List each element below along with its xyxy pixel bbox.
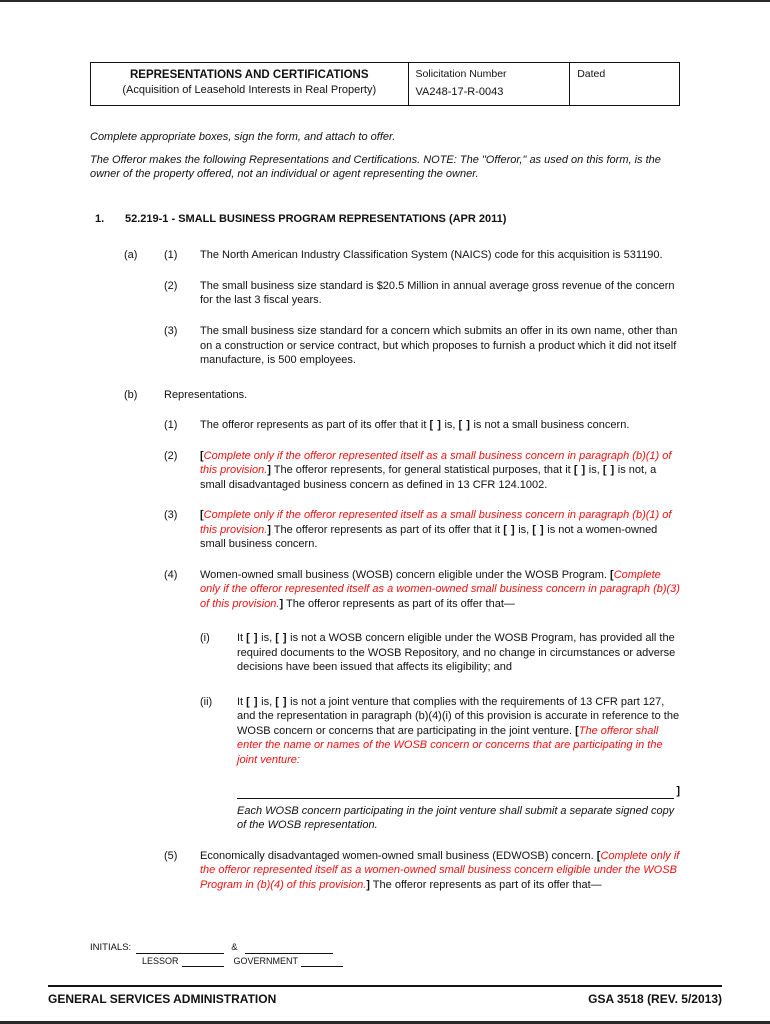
- text-run: The offeror represents as part of its offer that it: [270, 523, 504, 536]
- text-run: The offeror represents as part of its offer that it: [200, 419, 430, 432]
- joint-venture-names-line[interactable]: [237, 787, 674, 799]
- text-run: Complete only if the offeror represented itself as a small business concern in paragraph (b)(1) of this provision.: [200, 449, 672, 477]
- paragraph-text-b4ii: [237, 695, 680, 833]
- text-run: is,: [441, 419, 459, 432]
- text-run: ]: [267, 523, 271, 536]
- header-title-cell: [91, 63, 409, 105]
- wosb-joint-venture-note: Each WOSB concern participating in the joint venture shall submit a separate signed copy of the WOSB representation.: [237, 804, 675, 832]
- dated-label: Dated: [577, 68, 606, 80]
- paragraph-label-a3: (3): [164, 324, 178, 337]
- ampersand: &: [231, 941, 238, 953]
- form-paragraph-a2: [164, 279, 680, 308]
- paragraph-text-b3: [200, 508, 680, 552]
- text-run: ]: [279, 597, 284, 610]
- paragraph-text-b4: [200, 568, 680, 612]
- text-run: is not a joint venture that complies with the requirements of 13 CFR part 127, and the representation in paragraph (b)(4)(i) of this provision is accurate in reference to the WOSB concern or concerns that are participating in the joint venture.: [237, 695, 680, 737]
- text-run: is,: [515, 523, 533, 536]
- lessor-label-line: [182, 958, 224, 967]
- text-run: It: [237, 632, 247, 645]
- paragraph-label-a: (a): [124, 249, 138, 262]
- paragraph-label-b2: (2): [164, 449, 178, 462]
- text-run: The offeror shall enter the name or names of the WOSB concern or concerns that are participating in the joint venture:: [237, 724, 663, 766]
- paragraph-label-b5: (5): [164, 849, 178, 862]
- paragraph-text-b5: [200, 849, 680, 893]
- form-paragraph-b: [124, 388, 680, 403]
- government-label-line: [301, 958, 343, 967]
- paragraph-text-a1: [200, 248, 680, 263]
- text-run: It: [237, 695, 247, 708]
- paragraph-text-b2: [200, 449, 680, 493]
- checkbox-brackets[interactable]: [ ]: [458, 419, 471, 432]
- initials-block: [90, 942, 353, 968]
- initials-row: [90, 942, 353, 955]
- instruction-text: Complete appropriate boxes, sign the form, and attach to offer.: [90, 131, 396, 144]
- page-top-edge: [0, 0, 770, 2]
- paragraph-label-b: (b): [124, 388, 138, 401]
- checkbox-brackets[interactable]: [ ]: [246, 695, 259, 708]
- form-paragraph-a1: [124, 248, 680, 263]
- text-run: The offeror represents as part of its offer that—: [283, 597, 515, 610]
- form-paragraph-b4i: [200, 631, 680, 675]
- checkbox-brackets[interactable]: [ ]: [275, 632, 288, 645]
- lessor-initials-line[interactable]: [136, 943, 224, 954]
- checkbox-brackets[interactable]: [ ]: [573, 464, 586, 477]
- form-paragraph-b5: [164, 849, 680, 893]
- checkbox-brackets[interactable]: [ ]: [275, 695, 288, 708]
- initials-labels-row: [142, 956, 353, 968]
- paragraph-text-a3: [200, 324, 680, 368]
- paragraph-text-b: Representations.: [164, 388, 248, 401]
- form-paragraph-b1: [164, 418, 680, 433]
- paragraph-label-b4: (4): [164, 568, 178, 581]
- section-number: 1.: [95, 212, 105, 225]
- form-paragraph-b2: [164, 449, 680, 493]
- text-run: The small business size standard is $20.5 Million in annual average gross revenue of the concern for the last 3 fiscal years.: [200, 279, 675, 307]
- checkbox-brackets[interactable]: [ ]: [532, 523, 545, 536]
- form-subtitle: (Acquisition of Leasehold Interests in Real Property): [122, 84, 377, 97]
- header-table: [90, 62, 680, 106]
- text-run: Complete only if the offeror represented itself as a women-owned small business concern in paragraph (b)(3) of this provision.: [200, 568, 680, 610]
- paragraph-text-b1: [200, 418, 680, 433]
- text-run: is,: [258, 695, 276, 708]
- solicitation-number-value[interactable]: VA248-17-R-0043: [415, 85, 504, 98]
- form-footer: [48, 985, 722, 1008]
- text-run: ]: [267, 464, 271, 477]
- government-label: GOVERNMENT: [233, 956, 299, 967]
- text-run: ]: [366, 878, 370, 891]
- closing-bracket: ]: [676, 785, 680, 798]
- paragraph-label-b3: (3): [164, 509, 178, 522]
- paragraph-text-b4i: [237, 631, 680, 675]
- checkbox-brackets[interactable]: [ ]: [602, 464, 615, 477]
- paragraph-label-b1: (1): [164, 419, 178, 432]
- initials-label: INITIALS:: [90, 941, 132, 953]
- text-run: [: [610, 568, 614, 581]
- text-run: is not, a small disadvantaged business concern as defined in 13 CFR 124.1002.: [200, 464, 657, 491]
- text-run: is not a small business concern.: [470, 419, 630, 432]
- offeror-note-text: The Offeror makes the following Representations and Certifications. NOTE: The "Offeror," as used on this form, is the owner of the property offered, not an individual or agent representing the owner.: [90, 153, 661, 181]
- text-run: is not a women-owned small business concern.: [200, 523, 658, 551]
- paragraph-label-a1: (1): [164, 249, 178, 262]
- text-run: is not a WOSB concern eligible under the WOSB Program, has provided all the required documents to the WOSB Repository, and no change in circumstances or adverse decisions have been issued that affects its eligibility; and: [237, 632, 676, 674]
- section-heading: [95, 212, 680, 227]
- text-run: The offeror represents as part of its offer that—: [369, 878, 602, 891]
- footer-row: [48, 987, 722, 1008]
- joint-venture-names-row: [237, 784, 680, 799]
- checkbox-brackets[interactable]: [ ]: [246, 632, 259, 645]
- paragraph-runs-b4ii: [237, 695, 680, 768]
- text-run: is,: [258, 632, 276, 645]
- paragraph-label-b4i: (i): [200, 632, 210, 645]
- paragraph-text-a2: [200, 279, 680, 308]
- text-run: Complete only if the offeror represented itself as a women-owned small business concern eligible under the WOSB Program in (b)(4) of this provision.: [200, 849, 680, 891]
- form-number: GSA 3518 (REV. 5/2013): [588, 992, 722, 1007]
- text-run: Women-owned small business (WOSB) concern eligible under the WOSB Program.: [200, 568, 611, 581]
- text-run: [: [200, 509, 204, 522]
- text-run: The offeror represents, for general statistical purposes, that it: [270, 464, 574, 477]
- dated-value[interactable]: [577, 85, 672, 98]
- text-run: Economically disadvantaged women-owned small business (EDWOSB) concern.: [200, 849, 597, 862]
- paragraph-label-b4ii: (ii): [200, 695, 213, 708]
- text-run: The North American Industry Classification System (NAICS) code for this acquisition is 531190.: [200, 249, 663, 262]
- section-title: 52.219-1 - SMALL BUSINESS PROGRAM REPRESENTATIONS (APR 2011): [125, 212, 507, 225]
- government-initials-line[interactable]: [245, 943, 333, 954]
- paragraph-label-a2: (2): [164, 279, 178, 292]
- checkbox-brackets[interactable]: [ ]: [429, 419, 442, 432]
- text-run: [: [596, 849, 601, 862]
- checkbox-brackets[interactable]: [ ]: [503, 523, 516, 536]
- text-run: [: [200, 449, 204, 462]
- form-paragraph-b3: [164, 508, 680, 552]
- text-run: The small business size standard for a concern which submits an offer in its own name, other than on a construction or service contract, but which proposes to furnish a product which it did not itself manufacture, is 500 employees.: [200, 324, 678, 367]
- form-title: REPRESENTATIONS AND CERTIFICATIONS: [129, 69, 369, 81]
- dated-cell: [570, 63, 679, 105]
- form-paragraph-b4ii: [200, 695, 680, 833]
- lessor-label: LESSOR: [142, 956, 179, 967]
- solicitation-number-cell: [409, 63, 571, 105]
- form-paragraph-a3: [164, 324, 680, 368]
- form-paragraph-b4: [164, 568, 680, 612]
- text-run: [: [575, 724, 579, 737]
- text-run: is,: [585, 464, 603, 477]
- solicitation-number-label: Solicitation Number: [415, 68, 507, 80]
- text-run: Complete only if the offeror represented itself as a small business concern in paragraph (b)(1) of this provision.: [200, 509, 672, 536]
- gsa-org-name: GENERAL SERVICES ADMINISTRATION: [48, 992, 277, 1007]
